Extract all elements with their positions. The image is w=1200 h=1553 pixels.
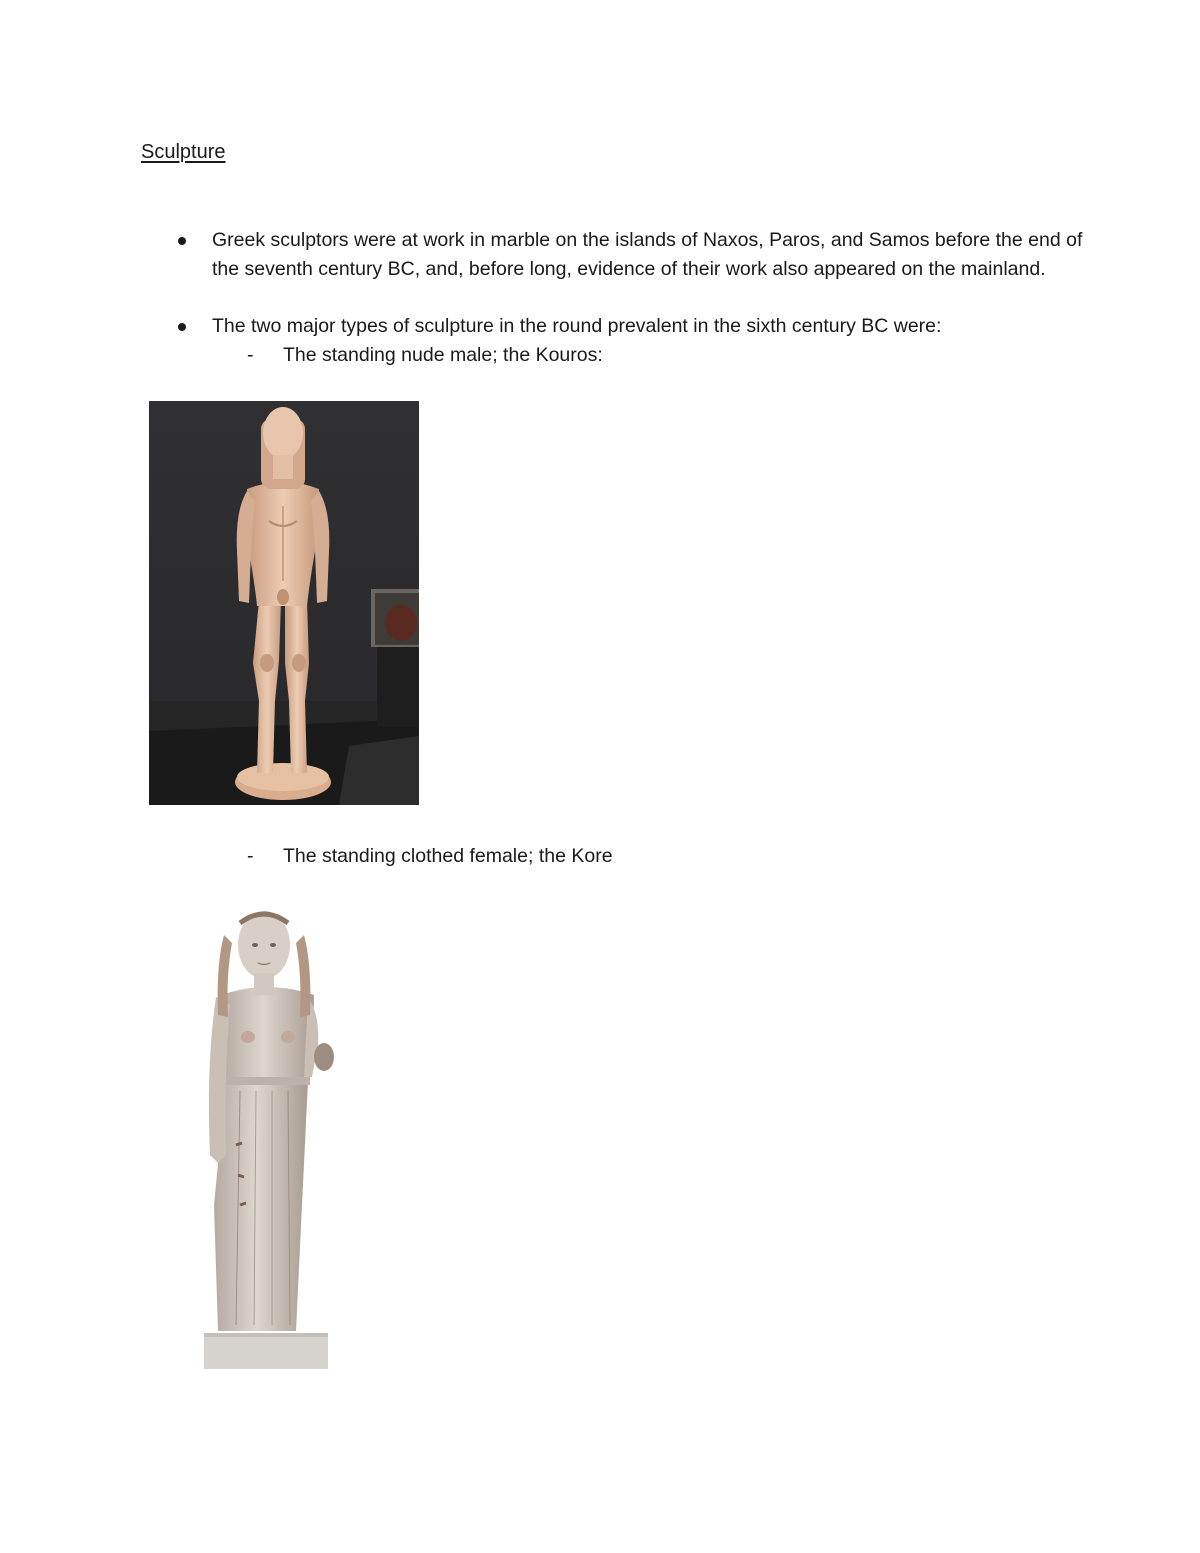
sub-item-text: The standing clothed female; the Kore	[283, 845, 613, 867]
dash-marker: -	[247, 344, 254, 366]
bullet-icon	[178, 237, 186, 245]
list-item	[212, 312, 1092, 341]
sub-item-text: The standing nude male; the Kouros:	[283, 344, 603, 366]
bullet-text: The two major types of sculpture in the round prevalent in the sixth century BC were:	[212, 315, 942, 337]
page-title: Sculpture	[141, 141, 226, 163]
sub-list-item	[247, 341, 603, 370]
bullet-icon	[178, 323, 186, 331]
dash-marker: -	[247, 845, 254, 867]
list-item	[212, 226, 1092, 283]
kore-image	[196, 905, 336, 1371]
bullet-text: Greek sculptors were at work in marble on the islands of Naxos, Paros, and Samos before the end of the seventh century BC, and, before long, evidence of their work also appeared on the mainland.	[212, 229, 1083, 280]
sub-list-item	[247, 842, 613, 871]
kouros-image	[149, 401, 419, 805]
kore-statue-icon	[196, 905, 336, 1371]
kouros-statue-icon	[149, 401, 419, 805]
